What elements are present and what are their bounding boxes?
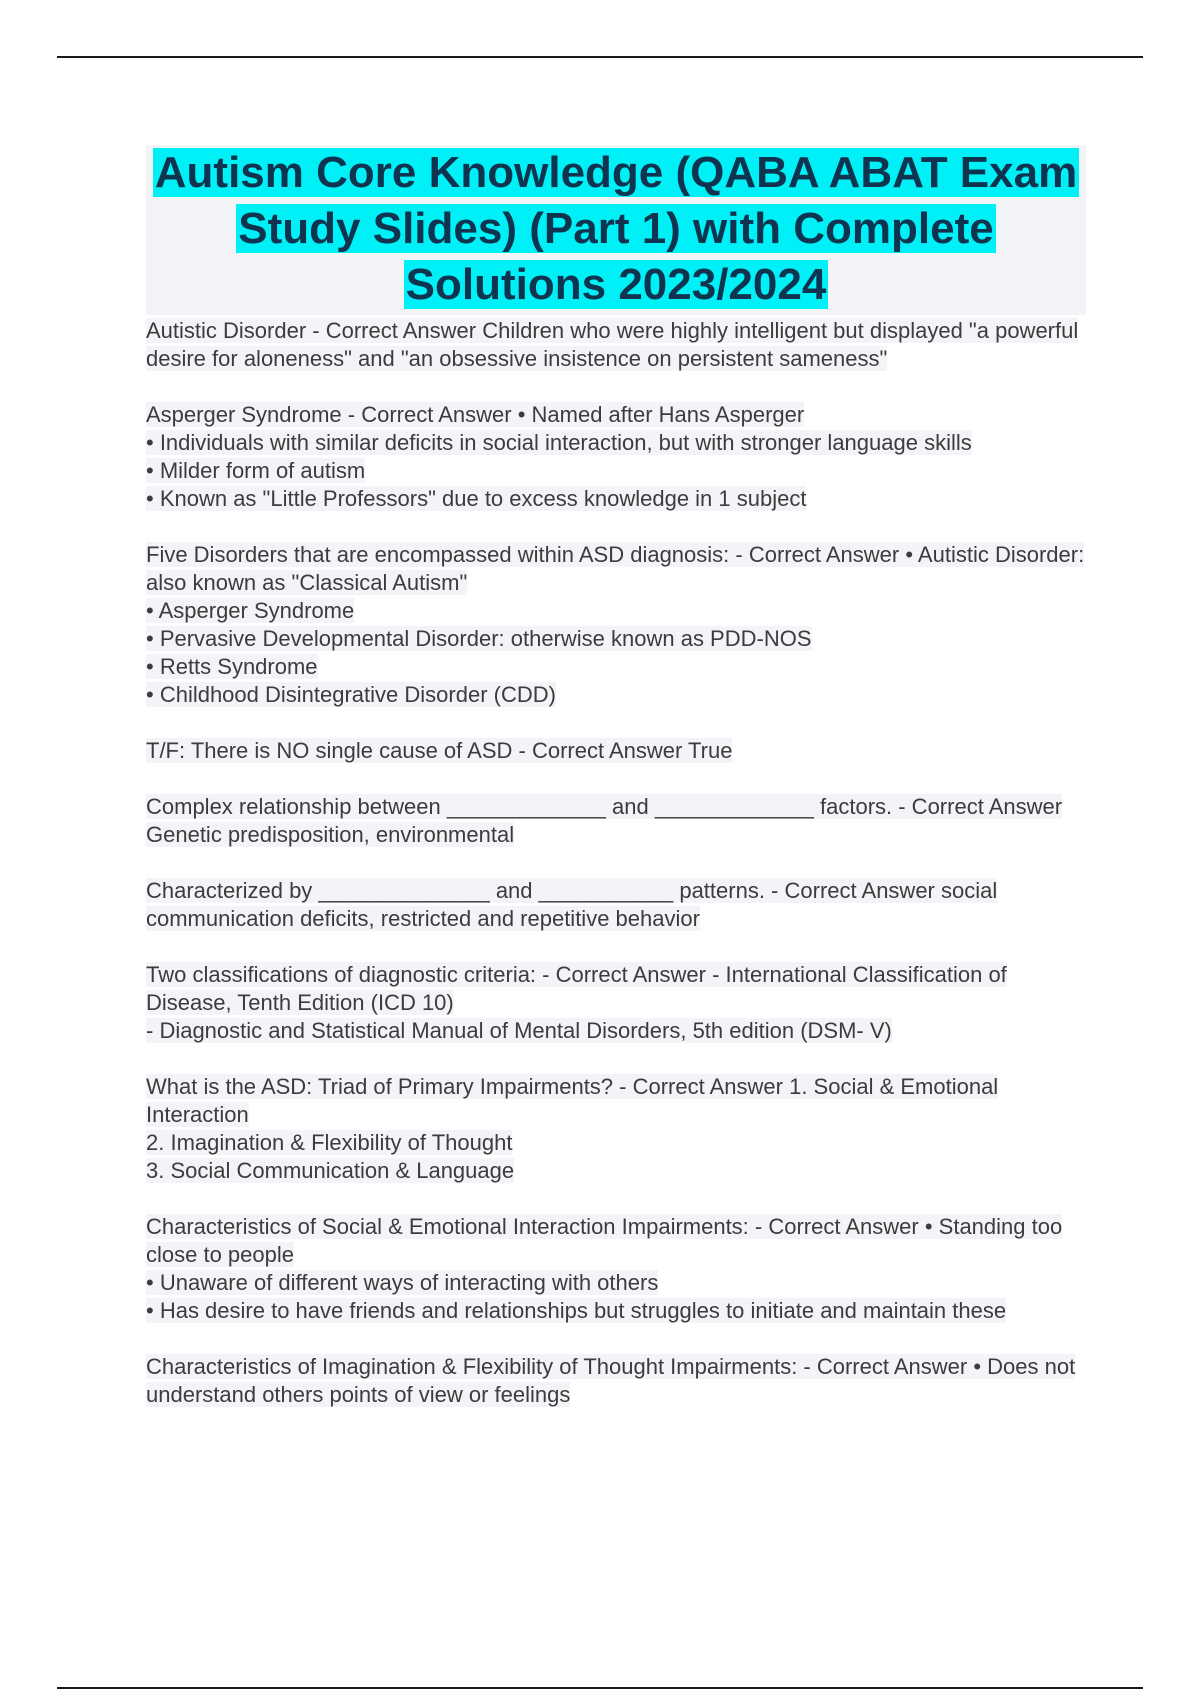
- qa-entry: [146, 1073, 1086, 1185]
- qa-entry-line: [146, 1213, 1086, 1269]
- qa-entry-line: [146, 317, 1086, 373]
- qa-entry-text: • Pervasive Developmental Disorder: otherwise known as PDD-NOS: [146, 626, 812, 651]
- qa-entry-text: • Has desire to have friends and relationships but struggles to initiate and maintain these: [146, 1298, 1007, 1323]
- qa-entry-line: [146, 485, 1086, 513]
- qa-entry-line: [146, 681, 1086, 709]
- qa-entry-text: Five Disorders that are encompassed within ASD diagnosis: - Correct Answer • Autistic Disorder: also known as "Classical Autism": [146, 542, 1085, 595]
- document-title-text: Autism Core Knowledge (QABA ABAT Exam Study Slides) (Part 1) with Complete Solutions 2023/2024: [154, 148, 1078, 309]
- qa-entry-line: [146, 653, 1086, 681]
- qa-entry-text: • Asperger Syndrome: [146, 598, 355, 623]
- qa-entry-line: [146, 1269, 1086, 1297]
- qa-entry-line: [146, 625, 1086, 653]
- qa-entry-text: What is the ASD: Triad of Primary Impairments? - Correct Answer 1. Social & Emotional Interaction: [146, 1074, 999, 1127]
- title-block: [146, 145, 1086, 315]
- qa-entry-line: [146, 737, 1086, 765]
- qa-entry-text: • Childhood Disintegrative Disorder (CDD): [146, 682, 556, 707]
- qa-entry-text: • Known as "Little Professors" due to excess knowledge in 1 subject: [146, 486, 807, 511]
- qa-entry-text: • Milder form of autism: [146, 458, 366, 483]
- qa-entry-line: [146, 961, 1086, 1017]
- qa-entry-text: - Diagnostic and Statistical Manual of Mental Disorders, 5th edition (DSM- V): [146, 1018, 892, 1043]
- qa-entry-text: T/F: There is NO single cause of ASD - Correct Answer True: [146, 738, 733, 763]
- document-body: [146, 145, 1086, 1437]
- qa-entry-line: [146, 541, 1086, 597]
- qa-entry-text: Characteristics of Social & Emotional Interaction Impairments: - Correct Answer • Standing too close to people: [146, 1214, 1063, 1267]
- qa-entry-line: [146, 1353, 1086, 1409]
- qa-entry-line: [146, 1297, 1086, 1325]
- qa-entry: [146, 737, 1086, 765]
- qa-entry-text: • Individuals with similar deficits in social interaction, but with stronger language skills: [146, 430, 972, 455]
- qa-entry-text: • Unaware of different ways of interacting with others: [146, 1270, 659, 1295]
- footer-rule: [57, 1687, 1143, 1689]
- qa-entry-text: Asperger Syndrome - Correct Answer • Named after Hans Asperger: [146, 402, 805, 427]
- qa-entry: [146, 541, 1086, 709]
- qa-entry: [146, 317, 1086, 373]
- qa-entry-line: [146, 877, 1086, 933]
- qa-entry: [146, 793, 1086, 849]
- qa-entry-line: [146, 401, 1086, 429]
- qa-entry-text: Two classifications of diagnostic criteria: - Correct Answer - International Classification of Disease, Tenth Edition (ICD 10): [146, 962, 1007, 1015]
- qa-entry-line: [146, 1017, 1086, 1045]
- qa-entry-text: Complex relationship between _____________ and _____________ factors. - Correct Answer Genetic predisposition, environmental: [146, 794, 1063, 847]
- qa-entry: [146, 961, 1086, 1045]
- qa-entry-line: [146, 1157, 1086, 1185]
- qa-entry-text: Autistic Disorder - Correct Answer Children who were highly intelligent but displayed "a powerful desire for aloneness" and "an obsessive insistence on persistent sameness": [146, 318, 1079, 371]
- qa-entry-line: [146, 457, 1086, 485]
- qa-entry-line: [146, 597, 1086, 625]
- qa-entry-text: 2. Imagination & Flexibility of Thought: [146, 1130, 513, 1155]
- qa-entry: [146, 401, 1086, 513]
- qa-entry-line: [146, 1129, 1086, 1157]
- header-rule: [57, 56, 1143, 58]
- qa-entry-text: Characteristics of Imagination & Flexibility of Thought Impairments: - Correct Answer • Does not understand others points of view or feelings: [146, 1354, 1076, 1407]
- qa-entry-text: 3. Social Communication & Language: [146, 1158, 515, 1183]
- qa-entry-line: [146, 429, 1086, 457]
- qa-entry-line: [146, 1073, 1086, 1129]
- qa-entry-text: • Retts Syndrome: [146, 654, 318, 679]
- qa-entry-line: [146, 793, 1086, 849]
- qa-entry: [146, 877, 1086, 933]
- document-title: [146, 145, 1086, 313]
- qa-entry: [146, 1213, 1086, 1325]
- qa-entry: [146, 1353, 1086, 1409]
- qa-entry-text: Characterized by ______________ and ___________ patterns. - Correct Answer social communication deficits, restricted and repetitive behavior: [146, 878, 998, 931]
- qa-list: [146, 317, 1086, 1409]
